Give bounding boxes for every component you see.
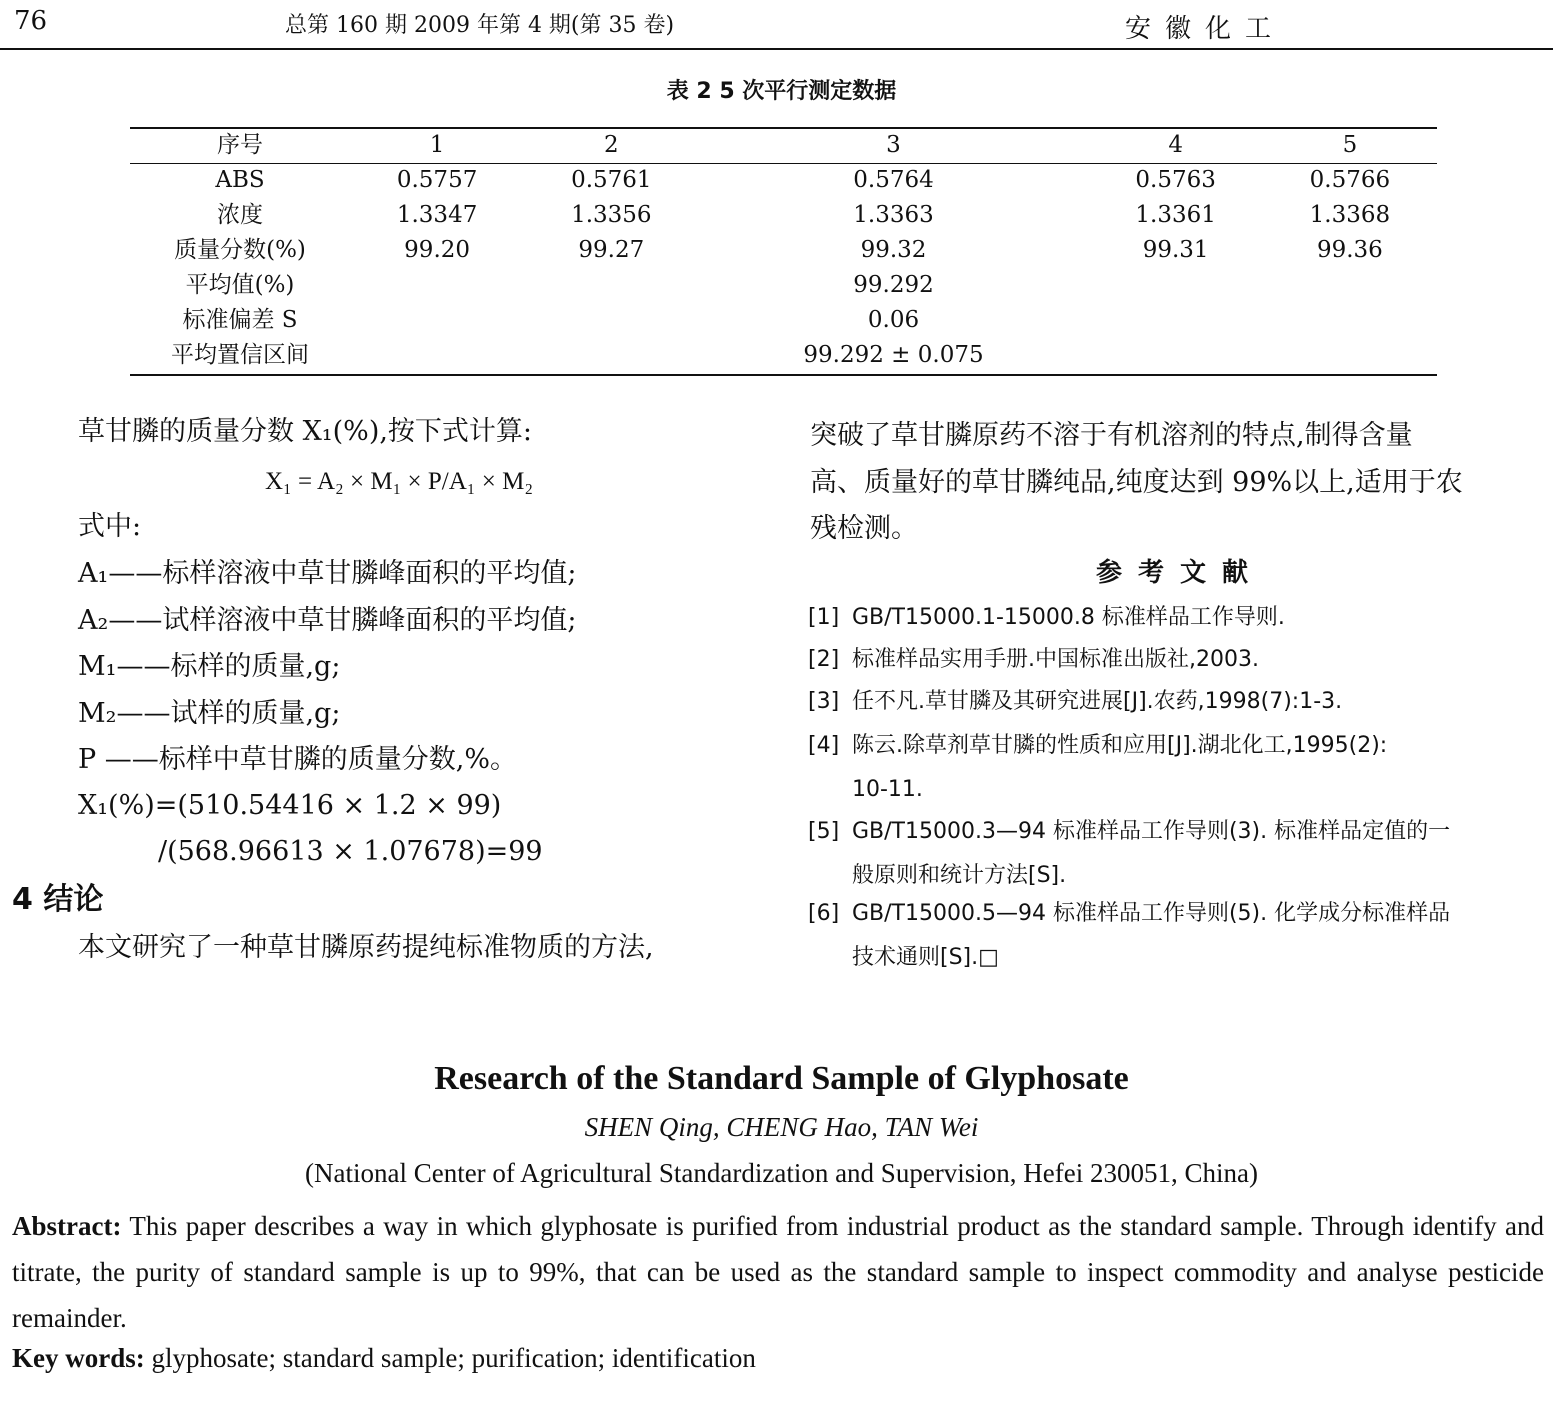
english-authors: SHEN Qing, CHENG Hao, TAN Wei	[584, 1112, 979, 1142]
page-number: 76	[14, 6, 48, 36]
table-row	[130, 198, 1437, 233]
reference-item	[808, 596, 1553, 640]
table-row	[130, 303, 1437, 338]
table-cell: 0.5763	[1135, 167, 1216, 193]
data-table	[130, 128, 1437, 373]
reference-text: GB/T15000.1-15000.8 标准样品工作导则.	[852, 605, 1285, 630]
table-cell: 1.3356	[571, 202, 652, 228]
table-cell: 99.36	[1316, 237, 1383, 263]
definition-a2: A₂——试样溶液中草甘膦峰面积的平均值;	[78, 605, 577, 636]
definition-a1: A₁——标样溶液中草甘膦峰面积的平均值;	[78, 558, 577, 589]
reference-text: 任不凡.草甘膦及其研究进展[J].农药,1998(7):1-3.	[852, 689, 1343, 714]
header-rule	[0, 48, 1553, 50]
formula-intro: 草甘膦的质量分数 X₁(%),按下式计算:	[78, 416, 533, 447]
row-label: 平均置信区间	[171, 342, 309, 368]
definition-m2: M₂——试样的质量,g;	[78, 698, 341, 729]
table-row	[130, 233, 1437, 268]
table-header-cell: 5	[1342, 132, 1358, 158]
reference-item	[808, 810, 1553, 898]
reference-number: [6]	[808, 901, 840, 926]
table-cell: 1.3368	[1309, 202, 1391, 228]
abstract-label: Abstract:	[12, 1211, 122, 1241]
row-label: ABS	[215, 167, 265, 193]
english-keywords	[12, 1343, 756, 1374]
row-label: 平均值(%)	[185, 272, 295, 298]
reference-text: 标准样品实用手册.中国标准出版社,2003.	[852, 647, 1259, 672]
table-cell: 0.06	[867, 307, 920, 333]
formula: X₁ = A₂ × M₁ × P/A₁ × M₂	[265, 468, 534, 495]
table-header-cell: 3	[886, 132, 901, 158]
english-abstract	[12, 1203, 1544, 1341]
conclusion-start: 本文研究了一种草甘膦原药提纯标准物质的方法,	[78, 932, 654, 963]
table-header-cell: 2	[604, 132, 619, 158]
keywords-text: glyphosate; standard sample; purification; identification	[144, 1343, 756, 1373]
table-header-cell: 4	[1168, 132, 1183, 158]
table-header-cell: 序号	[217, 132, 263, 158]
reference-text: GB/T15000.3—94 标准样品工作导则(3). 标准样品定值的一	[852, 819, 1451, 844]
table-cell: 99.292 ± 0.075	[803, 342, 984, 368]
table-cell: 0.5764	[853, 167, 934, 193]
table-header-row	[130, 128, 1437, 163]
table-bottom-rule	[130, 374, 1437, 376]
reference-number: [1]	[808, 605, 840, 630]
reference-item	[808, 638, 1553, 682]
where-label: 式中:	[78, 511, 142, 542]
table-row	[130, 163, 1437, 198]
references-heading: 参考文献	[1095, 558, 1264, 588]
conclusion-line2: 高、质量好的草甘膦纯品,纯度达到 99%以上,适用于农	[810, 467, 1463, 498]
table-row	[130, 268, 1437, 303]
conclusion-line3: 残检测。	[810, 513, 918, 544]
row-label: 质量分数(%)	[174, 237, 306, 263]
definition-p: P ——标样中草甘膦的质量分数,%。	[78, 744, 517, 775]
reference-number: [3]	[808, 689, 840, 714]
table-cell: 1.3347	[396, 202, 478, 228]
row-label: 浓度	[217, 202, 263, 228]
english-affiliation: (National Center of Agricultural Standardization and Supervision, Hefei 230051, China)	[304, 1158, 1258, 1188]
table-cell: 99.31	[1142, 237, 1209, 263]
reference-item	[808, 680, 1553, 724]
definition-m1: M₁——标样的质量,g;	[78, 651, 341, 682]
table-cell: 99.27	[578, 237, 645, 263]
english-title: Research of the Standard Sample of Glyphosate	[434, 1060, 1129, 1097]
table-row	[130, 338, 1437, 373]
table-title: 表 2 5 次平行测定数据	[666, 79, 897, 104]
table-cell: 0.5757	[396, 167, 478, 193]
reference-number: [2]	[808, 647, 840, 672]
reference-item	[808, 724, 1553, 812]
table-cell: 1.3361	[1135, 202, 1216, 228]
reference-item	[808, 892, 1553, 980]
reference-number: [5]	[808, 819, 840, 844]
reference-continuation: 10-11.	[852, 777, 923, 802]
table-cell: 99.20	[404, 237, 471, 263]
reference-continuation: 技术通则[S].□	[852, 945, 999, 970]
keywords-label: Key words:	[12, 1343, 145, 1373]
reference-continuation: 般原则和统计方法[S].	[852, 863, 1067, 888]
calculation-line2: /(568.96613 × 1.07678)=99	[158, 836, 543, 867]
journal-name: 安徽化工	[1125, 14, 1286, 44]
table-cell: 99.292	[853, 272, 934, 298]
issue-info: 总第 160 期 2009 年第 4 期(第 35 卷)	[285, 13, 675, 38]
reference-number: [4]	[808, 733, 840, 758]
conclusion-line1: 突破了草甘膦原药不溶于有机溶剂的特点,制得含量	[810, 420, 1413, 451]
calculation-line1: X₁(%)=(510.54416 × 1.2 × 99)	[78, 790, 502, 821]
row-label: 标准偏差 S	[182, 307, 298, 333]
reference-text: GB/T15000.5—94 标准样品工作导则(5). 化学成分标准样品	[852, 901, 1451, 926]
abstract-text: This paper describes a way in which glyphosate is purified from industrial product as the standard sample. Through identify and titrate, the purity of standard sample is up to 99%, that can be used as the standard sample to inspect commodity and analyse pesticide remainder.	[12, 1211, 1544, 1333]
table-cell: 0.5761	[571, 167, 652, 193]
table-cell: 99.32	[860, 237, 927, 263]
table-header-cell: 1	[429, 132, 445, 158]
reference-text: 陈云.除草剂草甘膦的性质和应用[J].湖北化工,1995(2):	[852, 733, 1388, 758]
table-cell: 0.5766	[1309, 167, 1391, 193]
section-heading: 4 结论	[12, 882, 104, 917]
table-cell: 1.3363	[853, 202, 934, 228]
